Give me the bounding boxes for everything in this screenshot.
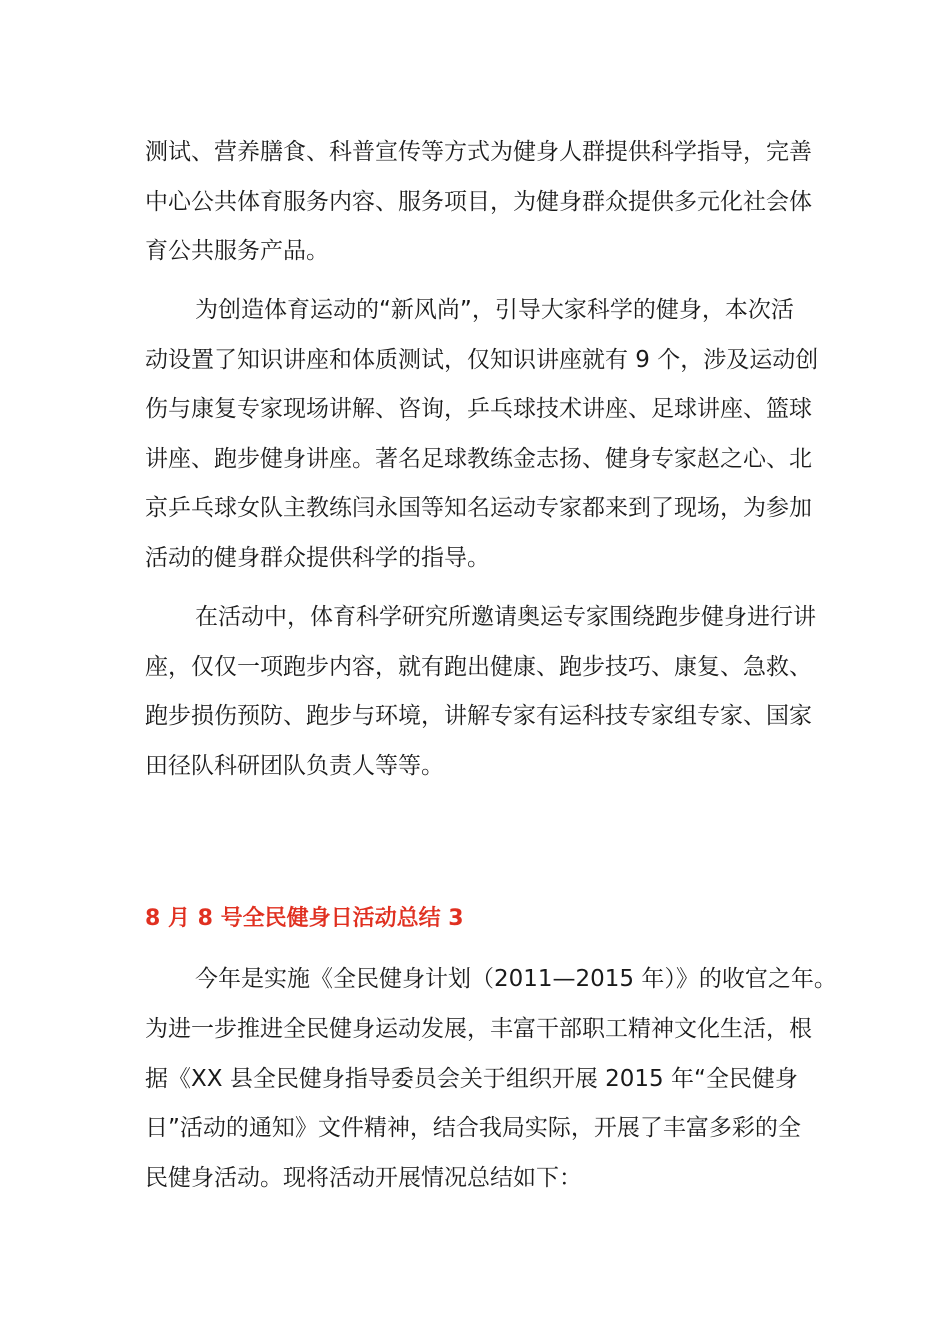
paragraph-2-line-1: 为创造体育运动的“新风尚”，引导大家科学的健身，本次活	[195, 297, 794, 323]
section-3-line-4: 日”活动的通知》文件精神，结合我局实际，开展了丰富多彩的全	[145, 1115, 801, 1141]
paragraph-3-line-1: 在活动中，体育科学研究所邀请奥运专家围绕跑步健身进行讲	[195, 604, 816, 630]
paragraph-1-line-3: 育公共服务产品。	[145, 238, 329, 264]
section-3-line-3: 据《XX 县全民健身指导委员会关于组织开展 2015 年“全民健身	[145, 1066, 798, 1092]
paragraph-1-line-1: 测试、营养膳食、科普宣传等方式为健身人群提供科学指导，完善	[145, 139, 812, 165]
paragraph-3-line-3: 跑步损伤预防、跑步与环境，讲解专家有运科技专家组专家、国家	[145, 703, 812, 729]
section-3-line-2: 为进一步推进全民健身运动发展，丰富干部职工精神文化生活，根	[145, 1016, 812, 1042]
section-3-line-1: 今年是实施《全民健身计划（2011—2015 年）》的收官之年。	[195, 966, 837, 992]
paragraph-1-line-2: 中心公共体育服务内容、服务项目，为健身群众提供多元化社会体	[145, 189, 812, 215]
paragraph-3-line-4: 田径队科研团队负责人等等。	[145, 753, 444, 779]
paragraph-2-line-4: 讲座、跑步健身讲座。著名足球教练金志扬、健身专家赵之心、北	[145, 446, 812, 472]
paragraph-2-line-5: 京乒乓球女队主教练闫永国等知名运动专家都来到了现场，为参加	[145, 495, 812, 521]
paragraph-2-line-3: 伤与康复专家现场讲解、咨询，乒乓球技术讲座、足球讲座、篮球	[145, 396, 812, 422]
paragraph-3-line-2: 座，仅仅一项跑步内容，就有跑出健康、跑步技巧、康复、急救、	[145, 654, 812, 680]
paragraph-2-line-2: 动设置了知识讲座和体质测试，仅知识讲座就有 9 个，涉及运动创	[145, 347, 819, 373]
section-heading: 8 月 8 号全民健身日活动总结 3	[145, 906, 464, 931]
paragraph-2-line-6: 活动的健身群众提供科学的指导。	[145, 545, 490, 571]
section-3-line-5: 民健身活动。现将活动开展情况总结如下：	[145, 1165, 582, 1191]
